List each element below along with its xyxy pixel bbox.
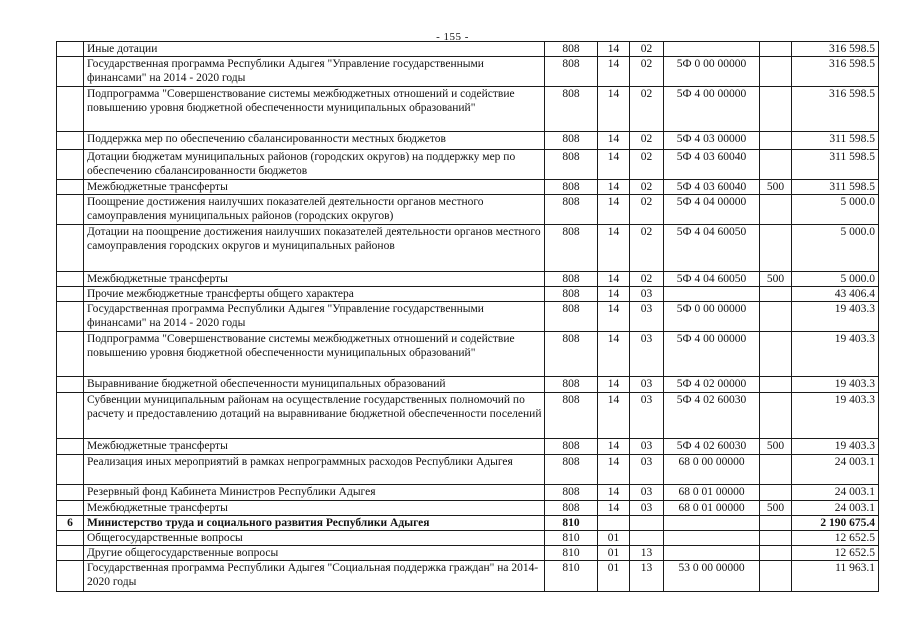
- row-number: [57, 150, 84, 180]
- target-code: [664, 516, 760, 531]
- subsection-code: 03: [630, 377, 664, 393]
- ministry-code: 808: [545, 439, 598, 455]
- target-code: 5Ф 4 04 60050: [664, 272, 760, 287]
- row-number: [57, 393, 84, 439]
- row-number: [57, 302, 84, 332]
- expense-type-code: [760, 57, 792, 87]
- section-code: 14: [598, 393, 630, 439]
- item-name: Общегосударственные вопросы: [84, 531, 545, 546]
- expense-type-code: [760, 150, 792, 180]
- target-code: [664, 42, 760, 57]
- row-number: [57, 561, 84, 592]
- amount: 24 003.1: [792, 501, 879, 516]
- ministry-code: 810: [545, 546, 598, 561]
- section-code: 14: [598, 287, 630, 302]
- expense-type-code: [760, 87, 792, 132]
- table-row: [57, 439, 879, 455]
- amount: 311 598.5: [792, 150, 879, 180]
- amount: 19 403.3: [792, 439, 879, 455]
- target-code: 5Ф 4 03 60040: [664, 180, 760, 195]
- section-code: 14: [598, 332, 630, 377]
- target-code: 5Ф 4 00 00000: [664, 332, 760, 377]
- expense-type-code: [760, 225, 792, 272]
- amount: 316 598.5: [792, 57, 879, 87]
- subsection-code: 03: [630, 485, 664, 501]
- target-code: 68 0 01 00000: [664, 501, 760, 516]
- expense-type-code: 500: [760, 439, 792, 455]
- subsection-code: 03: [630, 455, 664, 485]
- subsection-code: 02: [630, 42, 664, 57]
- section-code: 14: [598, 302, 630, 332]
- amount: 19 403.3: [792, 393, 879, 439]
- row-number: [57, 225, 84, 272]
- subsection-code: 03: [630, 332, 664, 377]
- target-code: 5Ф 0 00 00000: [664, 302, 760, 332]
- ministry-code: 808: [545, 150, 598, 180]
- target-code: 5Ф 4 02 60030: [664, 439, 760, 455]
- expense-type-code: [760, 332, 792, 377]
- section-code: [598, 516, 630, 531]
- ministry-code: 808: [545, 485, 598, 501]
- row-number: [57, 439, 84, 455]
- amount: 19 403.3: [792, 332, 879, 377]
- row-number: [57, 455, 84, 485]
- amount: 316 598.5: [792, 42, 879, 57]
- table-row: [57, 57, 879, 87]
- subsection-code: 13: [630, 546, 664, 561]
- section-code: 14: [598, 132, 630, 150]
- expense-type-code: [760, 42, 792, 57]
- item-name: Субвенции муниципальным районам на осуществление государственных полномочий по расчету и предоставлению дотаций на выравнивание бюджетной обеспеченности поселений: [84, 393, 545, 439]
- table-row: [57, 377, 879, 393]
- target-code: 5Ф 4 02 00000: [664, 377, 760, 393]
- table-row: [57, 225, 879, 272]
- ministry-code: 808: [545, 225, 598, 272]
- item-name: Государственная программа Республики Адыгея "Управление государственными финансами" на 2014 - 2020 годы: [84, 302, 545, 332]
- table-row: [57, 561, 879, 592]
- table-row: [57, 87, 879, 132]
- section-code: 14: [598, 150, 630, 180]
- item-name: Государственная программа Республики Адыгея "Управление государственными финансами" на 2014 - 2020 годы: [84, 57, 545, 87]
- ministry-code: 810: [545, 531, 598, 546]
- row-number: [57, 272, 84, 287]
- amount: 5 000.0: [792, 272, 879, 287]
- section-code: 14: [598, 57, 630, 87]
- subsection-code: 03: [630, 302, 664, 332]
- item-name: Поощрение достижения наилучших показателей деятельности органов местного самоуправления муниципальных районов (городских округов): [84, 195, 545, 225]
- target-code: 68 0 00 00000: [664, 455, 760, 485]
- amount: 43 406.4: [792, 287, 879, 302]
- expense-type-code: [760, 287, 792, 302]
- section-code: 14: [598, 377, 630, 393]
- target-code: 5Ф 4 03 00000: [664, 132, 760, 150]
- item-name: Межбюджетные трансферты: [84, 439, 545, 455]
- table-row: [57, 516, 879, 531]
- row-number: [57, 546, 84, 561]
- expense-type-code: [760, 546, 792, 561]
- budget-table: [56, 41, 879, 592]
- section-code: 01: [598, 561, 630, 592]
- subsection-code: 02: [630, 180, 664, 195]
- expense-type-code: 500: [760, 501, 792, 516]
- row-number: [57, 42, 84, 57]
- ministry-code: 808: [545, 132, 598, 150]
- item-name: Межбюджетные трансферты: [84, 501, 545, 516]
- subsection-code: 03: [630, 501, 664, 516]
- expense-type-code: [760, 455, 792, 485]
- section-code: 14: [598, 180, 630, 195]
- table-row: [57, 332, 879, 377]
- item-name: Поддержка мер по обеспечению сбалансированности местных бюджетов: [84, 132, 545, 150]
- amount: 2 190 675.4: [792, 516, 879, 531]
- expense-type-code: [760, 195, 792, 225]
- section-code: 14: [598, 42, 630, 57]
- target-code: 53 0 00 00000: [664, 561, 760, 592]
- ministry-code: 808: [545, 287, 598, 302]
- amount: 311 598.5: [792, 132, 879, 150]
- row-number: [57, 531, 84, 546]
- item-name: Реализация иных мероприятий в рамках непрограммных расходов Республики Адыгея: [84, 455, 545, 485]
- amount: 24 003.1: [792, 485, 879, 501]
- expense-type-code: 500: [760, 180, 792, 195]
- table-row: [57, 180, 879, 195]
- expense-type-code: [760, 377, 792, 393]
- table-row: [57, 272, 879, 287]
- table-row: [57, 302, 879, 332]
- item-name: Иные дотации: [84, 42, 545, 57]
- expense-type-code: [760, 302, 792, 332]
- section-code: 14: [598, 272, 630, 287]
- ministry-code: 808: [545, 332, 598, 377]
- ministry-code: 810: [545, 561, 598, 592]
- ministry-code: 808: [545, 377, 598, 393]
- section-code: 14: [598, 501, 630, 516]
- amount: 12 652.5: [792, 546, 879, 561]
- item-name: Прочие межбюджетные трансферты общего характера: [84, 287, 545, 302]
- table-row: [57, 485, 879, 501]
- page-number: - 155 -: [436, 31, 469, 43]
- row-number: [57, 195, 84, 225]
- item-name: Подпрограмма "Совершенствование системы межбюджетных отношений и содействие повышению уровня бюджетной обеспеченности муниципальных образований": [84, 87, 545, 132]
- item-name: Министерство труда и социального развития Республики Адыгея: [84, 516, 545, 531]
- subsection-code: 02: [630, 87, 664, 132]
- amount: 316 598.5: [792, 87, 879, 132]
- section-code: 01: [598, 546, 630, 561]
- expense-type-code: [760, 132, 792, 150]
- row-number: [57, 501, 84, 516]
- table-row: [57, 531, 879, 546]
- table-row: [57, 455, 879, 485]
- target-code: 5Ф 4 00 00000: [664, 87, 760, 132]
- ministry-code: 808: [545, 57, 598, 87]
- subsection-code: 03: [630, 287, 664, 302]
- amount: 19 403.3: [792, 377, 879, 393]
- row-number: [57, 485, 84, 501]
- row-number: [57, 287, 84, 302]
- ministry-code: 808: [545, 180, 598, 195]
- table-row: [57, 132, 879, 150]
- expense-type-code: [760, 516, 792, 531]
- table-row: [57, 393, 879, 439]
- amount: 19 403.3: [792, 302, 879, 332]
- ministry-code: 808: [545, 87, 598, 132]
- ministry-code: 808: [545, 195, 598, 225]
- table-row: [57, 42, 879, 57]
- item-name: Подпрограмма "Совершенствование системы межбюджетных отношений и содействие повышению уровня бюджетной обеспеченности муниципальных образований": [84, 332, 545, 377]
- subsection-code: 03: [630, 439, 664, 455]
- target-code: [664, 531, 760, 546]
- amount: 11 963.1: [792, 561, 879, 592]
- row-number: [57, 57, 84, 87]
- item-name: Дотации на поощрение достижения наилучших показателей деятельности органов местного самоуправления городских округов и муниципальных районов: [84, 225, 545, 272]
- subsection-code: [630, 531, 664, 546]
- subsection-code: [630, 516, 664, 531]
- row-number: [57, 132, 84, 150]
- section-code: 14: [598, 455, 630, 485]
- ministry-code: 808: [545, 42, 598, 57]
- target-code: 5Ф 4 04 00000: [664, 195, 760, 225]
- item-name: Государственная программа Республики Адыгея "Социальная поддержка граждан" на 2014-2020 годы: [84, 561, 545, 592]
- ministry-code: 810: [545, 516, 598, 531]
- ministry-code: 808: [545, 272, 598, 287]
- target-code: 5Ф 4 03 60040: [664, 150, 760, 180]
- row-number: [57, 332, 84, 377]
- amount: 5 000.0: [792, 195, 879, 225]
- item-name: Резервный фонд Кабинета Министров Республики Адыгея: [84, 485, 545, 501]
- section-code: 14: [598, 439, 630, 455]
- subsection-code: 02: [630, 150, 664, 180]
- amount: 5 000.0: [792, 225, 879, 272]
- item-name: Выравнивание бюджетной обеспеченности муниципальных образований: [84, 377, 545, 393]
- row-number: [57, 180, 84, 195]
- subsection-code: 02: [630, 57, 664, 87]
- expense-type-code: 500: [760, 272, 792, 287]
- target-code: [664, 287, 760, 302]
- ministry-code: 808: [545, 393, 598, 439]
- subsection-code: 13: [630, 561, 664, 592]
- item-name: Межбюджетные трансферты: [84, 180, 545, 195]
- section-code: 14: [598, 485, 630, 501]
- row-number: [57, 87, 84, 132]
- expense-type-code: [760, 393, 792, 439]
- section-code: 14: [598, 225, 630, 272]
- section-code: 14: [598, 87, 630, 132]
- table-row: [57, 195, 879, 225]
- target-code: 5Ф 4 04 60050: [664, 225, 760, 272]
- ministry-code: 808: [545, 302, 598, 332]
- subsection-code: 02: [630, 225, 664, 272]
- target-code: 5Ф 4 02 60030: [664, 393, 760, 439]
- expense-type-code: [760, 561, 792, 592]
- expense-type-code: [760, 485, 792, 501]
- table-row: [57, 546, 879, 561]
- table-row: [57, 501, 879, 516]
- subsection-code: 02: [630, 195, 664, 225]
- amount: 311 598.5: [792, 180, 879, 195]
- table-row: [57, 150, 879, 180]
- item-name: Другие общегосударственные вопросы: [84, 546, 545, 561]
- expense-type-code: [760, 531, 792, 546]
- item-name: Межбюджетные трансферты: [84, 272, 545, 287]
- target-code: 68 0 01 00000: [664, 485, 760, 501]
- target-code: 5Ф 0 00 00000: [664, 57, 760, 87]
- subsection-code: 02: [630, 132, 664, 150]
- subsection-code: 02: [630, 272, 664, 287]
- amount: 24 003.1: [792, 455, 879, 485]
- row-number: 6: [57, 516, 84, 531]
- ministry-code: 808: [545, 501, 598, 516]
- section-code: 01: [598, 531, 630, 546]
- target-code: [664, 546, 760, 561]
- item-name: Дотации бюджетам муниципальных районов (городских округов) на поддержку мер по обеспечению сбалансированности бюджетов: [84, 150, 545, 180]
- subsection-code: 03: [630, 393, 664, 439]
- table-row: [57, 287, 879, 302]
- amount: 12 652.5: [792, 531, 879, 546]
- section-code: 14: [598, 195, 630, 225]
- ministry-code: 808: [545, 455, 598, 485]
- row-number: [57, 377, 84, 393]
